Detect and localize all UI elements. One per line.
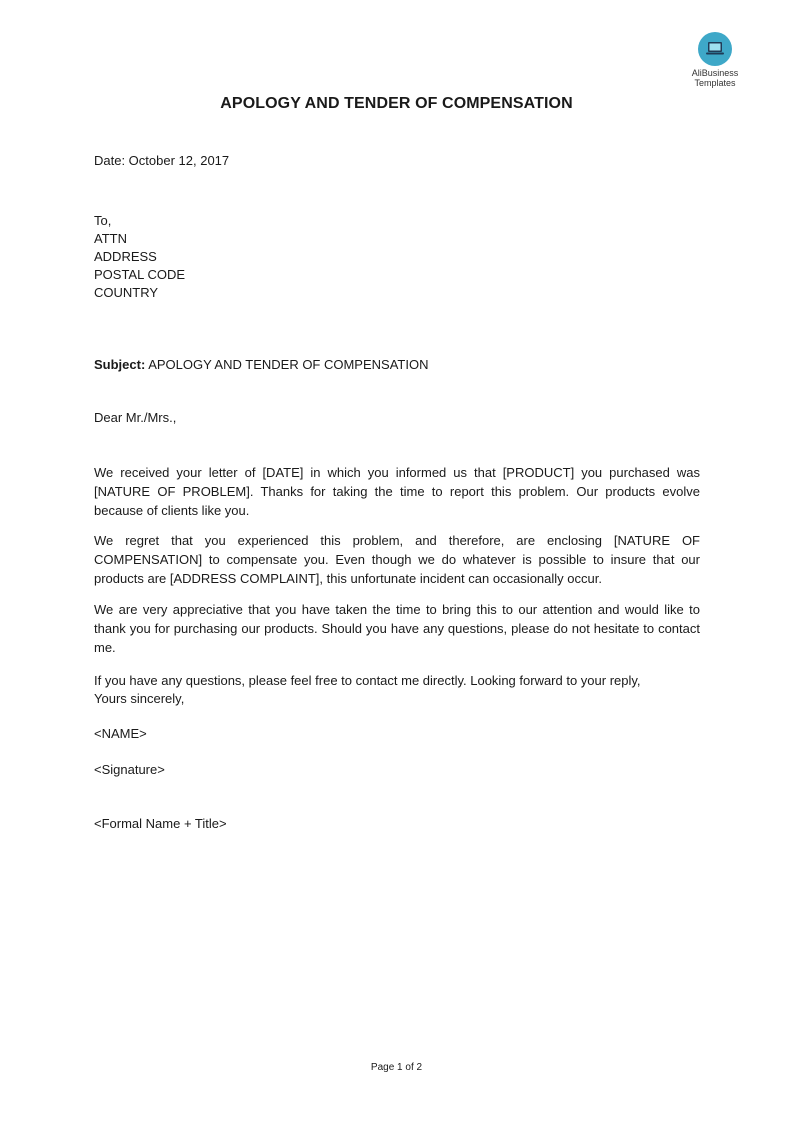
subject-line [94, 356, 700, 374]
recipient-address [94, 212, 700, 302]
address-country: COUNTRY [94, 285, 159, 300]
company-logo [683, 32, 747, 88]
address-postal-code: POSTAL CODE [94, 267, 186, 282]
address-to: To, [94, 213, 112, 228]
address-line: ADDRESS [94, 249, 157, 264]
formal-name-placeholder: <Formal Name + Title> [94, 816, 227, 831]
address-attn: ATTN [94, 231, 127, 246]
logo-text [683, 68, 747, 88]
name-placeholder: <NAME> [94, 726, 147, 741]
signature-placeholder: <Signature> [94, 762, 165, 777]
subject-label: Subject: [94, 357, 146, 372]
body-paragraph-2: We regret that you experienced this problem, and therefore, are enclosing [NATURE OF COMPENSATION] to compensate you. Even though we do whatever is possible to insure that our products are [ADDRESS COMPLAINT], this unfortunate incident can occasionally occur. [94, 533, 700, 586]
logo-line-2: Templates [694, 78, 736, 88]
letter-date: Date: October 12, 2017 [94, 153, 230, 168]
valediction: Yours sincerely, [94, 691, 185, 706]
document-title: APOLOGY AND TENDER OF COMPENSATION [220, 95, 573, 112]
body-paragraph-1: We received your letter of [DATE] in which you informed us that [PRODUCT] you purchased was [NATURE OF PROBLEM]. Thanks for taking the time to report this problem. Our products evolve because of clients like you. [94, 465, 700, 518]
logo-line-1: AliBusiness [691, 68, 739, 78]
subject-text: APOLOGY AND TENDER OF COMPENSATION [145, 357, 429, 372]
page-number: Page 1 of 2 [370, 1062, 423, 1073]
body-paragraph-3: We are very appreciative that you have taken the time to bring this to our attention and would like to thank you for purchasing our products. Should you have any questions, please do not hesitate to contact me. [94, 602, 700, 655]
laptop-icon [698, 32, 732, 66]
closing-line: If you have any questions, please feel free to contact me directly. Looking forward to your reply, [94, 673, 641, 688]
greeting: Dear Mr./Mrs., [94, 410, 177, 425]
closing [94, 672, 700, 708]
